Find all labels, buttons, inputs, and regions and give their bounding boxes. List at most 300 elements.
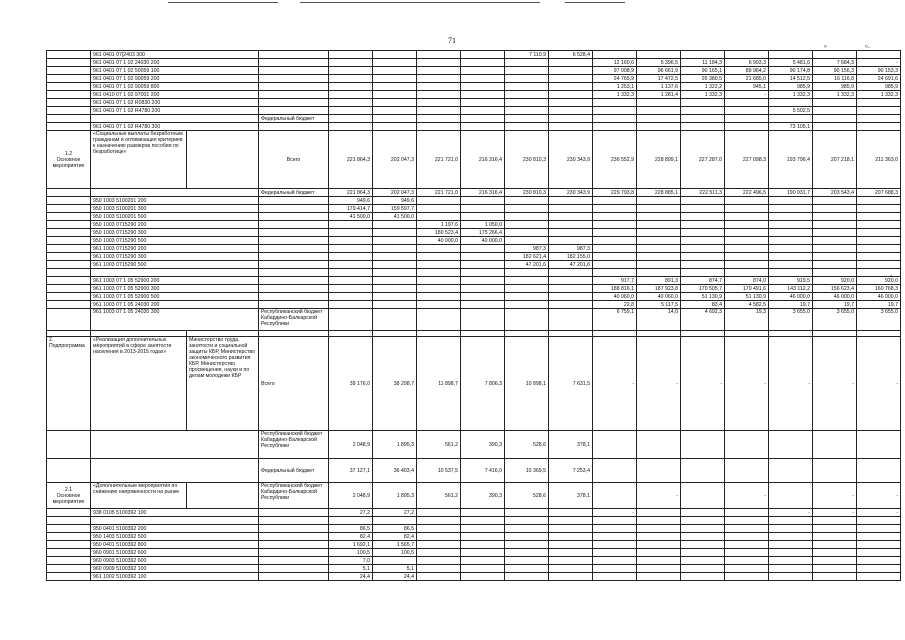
empty-cell — [91, 459, 259, 483]
value-cell — [593, 565, 637, 573]
budget-code-cell: 961 0401 07 1 02 R0830 200 — [91, 99, 259, 107]
value-cell — [417, 517, 461, 525]
empty-cell — [47, 83, 91, 91]
value-cell — [725, 557, 769, 565]
table-row — [47, 197, 901, 205]
section-name: «Дополнительные мероприятия по снижению напряженности на рынке — [91, 483, 187, 509]
budget-code-cell: 961 1002 5100392 100 — [91, 573, 259, 581]
value-cell — [769, 565, 813, 573]
value-cell — [681, 197, 725, 205]
budget-code-cell: 961 1003 0715290 200 — [91, 245, 259, 253]
source-cell — [259, 107, 329, 115]
value-cell: 390,3 — [461, 483, 505, 509]
value-cell — [549, 573, 593, 581]
value-cell — [373, 83, 417, 91]
value-cell — [505, 309, 549, 331]
value-cell — [769, 51, 813, 59]
value-cell: 230 343,9 — [549, 189, 593, 197]
value-cell: 39 176,0 — [329, 337, 373, 431]
value-cell: 378,1 — [549, 431, 593, 459]
value-cell — [329, 229, 373, 237]
value-cell — [637, 565, 681, 573]
budget-code-cell: 950 1003 5100201 500 — [91, 213, 259, 221]
table-row — [47, 83, 901, 91]
empty-cell — [47, 99, 91, 107]
value-cell: 170 491,6 — [725, 285, 769, 293]
empty-cell — [47, 509, 91, 517]
source-cell — [259, 205, 329, 213]
empty-cell — [47, 189, 91, 197]
value-cell — [373, 237, 417, 245]
value-cell — [769, 459, 813, 483]
value-cell — [813, 533, 857, 541]
source-cell — [259, 197, 329, 205]
value-cell: 216 316,4 — [461, 131, 505, 189]
value-cell — [725, 549, 769, 557]
value-cell — [373, 67, 417, 75]
value-cell — [593, 51, 637, 59]
value-cell: 40 000,0 — [461, 237, 505, 245]
value-cell: 987,3 — [505, 245, 549, 253]
value-cell: 222 511,3 — [681, 189, 725, 197]
value-cell — [681, 261, 725, 269]
value-cell — [549, 309, 593, 331]
value-cell — [813, 107, 857, 115]
source-cell — [259, 301, 329, 309]
value-cell — [813, 99, 857, 107]
value-cell: 230 810,3 — [505, 131, 549, 189]
value-cell — [725, 205, 769, 213]
value-cell: 175 266,4 — [461, 229, 505, 237]
value-cell — [461, 533, 505, 541]
value-cell: 891,3 — [637, 277, 681, 285]
value-cell — [549, 91, 593, 99]
value-cell: 3 655,0 — [857, 309, 901, 331]
budget-code-cell: 961 0401 07 1 02 R4780 300 — [91, 123, 259, 131]
value-cell: 24 691,6 — [857, 75, 901, 83]
value-cell — [769, 229, 813, 237]
source-cell — [259, 67, 329, 75]
value-cell — [549, 269, 593, 277]
value-cell — [417, 541, 461, 549]
value-cell — [813, 123, 857, 131]
value-cell: 3 655,0 — [813, 309, 857, 331]
empty-cell — [47, 213, 91, 221]
value-cell — [461, 285, 505, 293]
value-cell — [637, 197, 681, 205]
value-cell — [769, 205, 813, 213]
value-cell — [329, 301, 373, 309]
source-cell — [259, 549, 329, 557]
empty-cell — [47, 533, 91, 541]
empty-cell — [47, 269, 91, 277]
value-cell — [373, 253, 417, 261]
value-cell — [681, 517, 725, 525]
empty-cell — [47, 107, 91, 115]
value-cell: 11 898,7 — [417, 337, 461, 431]
value-cell — [857, 557, 901, 565]
empty-cell — [725, 115, 769, 123]
value-cell: 11 184,3 — [681, 59, 725, 67]
value-cell — [417, 253, 461, 261]
value-cell: 528,6 — [505, 483, 549, 509]
value-cell: 86,5 — [373, 525, 417, 533]
value-cell — [549, 67, 593, 75]
value-cell — [373, 51, 417, 59]
value-cell — [505, 533, 549, 541]
value-cell: 985,9 — [857, 83, 901, 91]
source-cell — [259, 525, 329, 533]
value-cell: 47 201,6 — [505, 261, 549, 269]
value-cell — [813, 459, 857, 483]
value-cell: 1 332,3 — [769, 91, 813, 99]
value-cell — [637, 269, 681, 277]
value-cell: 26 380,5 — [681, 75, 725, 83]
value-cell — [681, 541, 725, 549]
value-cell — [857, 205, 901, 213]
top-rule — [565, 2, 625, 3]
value-cell — [725, 533, 769, 541]
value-cell — [637, 509, 681, 517]
section-cell — [47, 483, 91, 509]
value-cell: 985,9 — [813, 83, 857, 91]
value-cell — [505, 99, 549, 107]
value-cell: 160 768,3 — [857, 285, 901, 293]
value-cell — [769, 541, 813, 549]
value-cell — [373, 99, 417, 107]
empty-cell — [813, 115, 857, 123]
value-cell: 19,7 — [769, 301, 813, 309]
value-cell — [329, 309, 373, 331]
source-cell — [259, 51, 329, 59]
value-cell — [461, 75, 505, 83]
value-cell: - — [813, 509, 857, 517]
empty-cell — [47, 123, 91, 131]
source-cell — [259, 509, 329, 517]
value-cell — [549, 107, 593, 115]
value-cell — [417, 277, 461, 285]
value-cell — [725, 525, 769, 533]
value-cell: 90 165,1 — [681, 67, 725, 75]
value-cell — [417, 565, 461, 573]
value-cell: 7,0 — [329, 557, 373, 565]
value-cell — [813, 237, 857, 245]
value-cell — [681, 229, 725, 237]
section-cell — [47, 337, 91, 431]
value-cell — [813, 549, 857, 557]
value-cell — [549, 229, 593, 237]
value-cell: 4 582,5 — [725, 301, 769, 309]
value-cell — [857, 549, 901, 557]
table-row — [47, 107, 901, 115]
value-cell: 987,3 — [549, 245, 593, 253]
value-cell — [417, 51, 461, 59]
value-cell — [769, 431, 813, 459]
value-cell: 211 363,0 — [857, 131, 901, 189]
table-row — [47, 285, 901, 293]
corner-mark: °· — [865, 44, 871, 52]
value-cell — [417, 91, 461, 99]
value-cell — [637, 51, 681, 59]
value-cell: 378,1 — [549, 483, 593, 509]
value-cell — [813, 245, 857, 253]
empty-cell — [47, 51, 91, 59]
value-cell — [593, 99, 637, 107]
value-cell — [505, 293, 549, 301]
value-cell — [769, 533, 813, 541]
source-cell — [259, 99, 329, 107]
value-cell — [505, 549, 549, 557]
value-cell: 1 565,7 — [373, 541, 417, 549]
value-cell — [329, 269, 373, 277]
value-cell — [681, 533, 725, 541]
value-cell: 6 993,3 — [725, 59, 769, 67]
budget-code-cell: 961 1003 07 1 05 52900 200 — [91, 277, 259, 285]
budget-code-cell: 961 0401 07 1 02 50059 100 — [91, 67, 259, 75]
value-cell — [681, 573, 725, 581]
value-cell: 949,6 — [373, 197, 417, 205]
value-cell: 390,3 — [461, 431, 505, 459]
value-cell — [857, 459, 901, 483]
empty-cell — [857, 115, 901, 123]
source-label: Республиканский бюджет Кабардино-Балкарской Республики — [259, 483, 329, 509]
value-cell: 14 512,5 — [769, 75, 813, 83]
value-cell — [505, 557, 549, 565]
table-row — [47, 541, 901, 549]
value-cell: 51 130,9 — [725, 293, 769, 301]
value-cell — [329, 285, 373, 293]
value-cell — [461, 253, 505, 261]
value-cell — [417, 261, 461, 269]
value-cell: 41 500,0 — [373, 213, 417, 221]
table-row — [47, 51, 901, 59]
value-cell: 24 765,9 — [593, 75, 637, 83]
total-label: Всего — [259, 337, 329, 431]
value-cell: - — [593, 337, 637, 431]
value-cell — [681, 123, 725, 131]
value-cell — [769, 525, 813, 533]
value-cell: 5 502,5 — [769, 107, 813, 115]
value-cell: 38 298,7 — [373, 337, 417, 431]
empty-cell — [47, 221, 91, 229]
value-cell — [593, 431, 637, 459]
value-cell: 143 112,2 — [769, 285, 813, 293]
value-cell — [857, 573, 901, 581]
value-cell — [637, 261, 681, 269]
value-cell — [593, 261, 637, 269]
value-cell — [637, 557, 681, 565]
value-cell: 1 692,1 — [329, 541, 373, 549]
budget-code-cell: 961 1003 0715290 500 — [91, 261, 259, 269]
value-cell — [637, 245, 681, 253]
value-cell: 2 048,9 — [329, 483, 373, 509]
value-cell: 221 721,0 — [417, 131, 461, 189]
source-cell — [259, 123, 329, 131]
value-cell: 90 156,3 — [813, 67, 857, 75]
value-cell — [373, 557, 417, 565]
value-cell — [505, 269, 549, 277]
value-cell: 874,0 — [725, 277, 769, 285]
value-cell: 12 160,6 — [593, 59, 637, 67]
value-cell — [593, 123, 637, 131]
value-cell: 7 684,3 — [813, 59, 857, 67]
value-cell — [637, 229, 681, 237]
value-cell — [505, 541, 549, 549]
side-mark: - — [890, 242, 892, 248]
value-cell — [593, 237, 637, 245]
value-cell — [681, 549, 725, 557]
value-cell — [857, 517, 901, 525]
value-cell — [857, 253, 901, 261]
value-cell — [329, 277, 373, 285]
value-cell: 179 414,7 — [329, 205, 373, 213]
value-cell — [593, 541, 637, 549]
value-cell: 1 332,3 — [857, 91, 901, 99]
value-cell — [505, 75, 549, 83]
value-cell: 40 060,0 — [593, 293, 637, 301]
value-cell — [637, 237, 681, 245]
budget-code-cell: 961 0401 07 1 02 90059 200 — [91, 75, 259, 83]
value-cell — [857, 431, 901, 459]
value-cell: 920,0 — [857, 277, 901, 285]
value-cell: 24,4 — [329, 573, 373, 581]
value-cell — [681, 99, 725, 107]
value-cell — [461, 107, 505, 115]
value-cell — [329, 245, 373, 253]
empty-cell — [329, 115, 373, 123]
value-cell — [637, 205, 681, 213]
value-cell — [725, 459, 769, 483]
table-row — [47, 309, 901, 331]
value-cell — [549, 277, 593, 285]
source-cell — [259, 293, 329, 301]
budget-code-cell: 950 1003 5100201 300 — [91, 205, 259, 213]
value-cell: 1 332,3 — [813, 91, 857, 99]
value-cell — [461, 261, 505, 269]
source-cell — [259, 245, 329, 253]
value-cell: 227 098,3 — [725, 131, 769, 189]
value-cell — [549, 59, 593, 67]
value-cell — [549, 557, 593, 565]
value-cell: 73 105,1 — [769, 123, 813, 131]
empty-cell — [187, 483, 259, 509]
value-cell: 222 496,5 — [725, 189, 769, 197]
empty-cell — [47, 261, 91, 269]
value-cell: - — [681, 337, 725, 431]
value-cell — [329, 123, 373, 131]
value-cell — [329, 253, 373, 261]
value-cell — [461, 565, 505, 573]
budget-code-cell: 961 1003 07 1 05 52900 500 — [91, 293, 259, 301]
table-row — [47, 517, 901, 525]
budget-code-cell: 960 0909 5100392 100 — [91, 565, 259, 573]
value-cell — [725, 261, 769, 269]
value-cell: 202 047,3 — [373, 131, 417, 189]
value-cell — [681, 213, 725, 221]
value-cell — [593, 517, 637, 525]
source-label: Республиканский бюджет Кабардино-Балкарской Республики — [259, 309, 329, 331]
source-cell — [259, 533, 329, 541]
value-cell — [329, 517, 373, 525]
section-row — [47, 337, 901, 431]
value-cell: 5,1 — [329, 565, 373, 573]
value-cell — [637, 573, 681, 581]
value-cell — [681, 237, 725, 245]
value-cell — [549, 123, 593, 131]
value-cell — [593, 549, 637, 557]
value-cell — [373, 285, 417, 293]
value-cell — [769, 197, 813, 205]
value-cell — [769, 253, 813, 261]
table-row — [47, 67, 901, 75]
value-cell — [329, 51, 373, 59]
value-cell — [725, 509, 769, 517]
table-row — [47, 509, 901, 517]
empty-cell — [47, 59, 91, 67]
value-cell — [813, 229, 857, 237]
value-cell — [549, 221, 593, 229]
value-cell — [857, 565, 901, 573]
value-cell — [329, 91, 373, 99]
value-cell: 10 898,1 — [505, 337, 549, 431]
value-cell — [329, 293, 373, 301]
value-cell — [813, 431, 857, 459]
value-cell: 1 137,6 — [637, 83, 681, 91]
value-cell: 22,8 — [593, 301, 637, 309]
value-cell: 19,7 — [857, 301, 901, 309]
section-row — [47, 131, 901, 189]
table-row — [47, 205, 901, 213]
budget-code-cell: 938 0105 5100392 100 — [91, 509, 259, 517]
value-cell: 985,9 — [769, 83, 813, 91]
value-cell — [725, 565, 769, 573]
empty-cell — [47, 525, 91, 533]
table-row — [47, 261, 901, 269]
empty-cell — [593, 115, 637, 123]
value-cell — [857, 213, 901, 221]
empty-cell — [769, 115, 813, 123]
budget-code-cell: 950 1003 0715290 300 — [91, 229, 259, 237]
page-number: 71 — [448, 36, 456, 45]
value-cell: 6 759,1 — [593, 309, 637, 331]
value-cell — [417, 107, 461, 115]
value-cell — [813, 197, 857, 205]
source-cell — [259, 557, 329, 565]
value-cell — [461, 277, 505, 285]
value-cell — [505, 123, 549, 131]
value-cell — [505, 285, 549, 293]
value-cell — [505, 205, 549, 213]
value-cell: 5 117,5 — [637, 301, 681, 309]
table-row — [47, 549, 901, 557]
budget-code-cell: 950 1003 0715290 200 — [91, 221, 259, 229]
value-cell — [769, 245, 813, 253]
value-cell: 96 661,9 — [637, 67, 681, 75]
value-cell — [681, 509, 725, 517]
empty-cell — [373, 115, 417, 123]
value-cell — [593, 197, 637, 205]
table-row — [47, 459, 901, 483]
source-label: Федеральный бюджет — [259, 189, 329, 197]
value-cell — [505, 525, 549, 533]
value-cell — [813, 517, 857, 525]
value-cell: 920,0 — [813, 277, 857, 285]
value-cell — [505, 229, 549, 237]
value-cell — [637, 253, 681, 261]
value-cell: 5 481,6 — [769, 59, 813, 67]
value-cell — [373, 245, 417, 253]
side-mark: · — [890, 258, 892, 264]
